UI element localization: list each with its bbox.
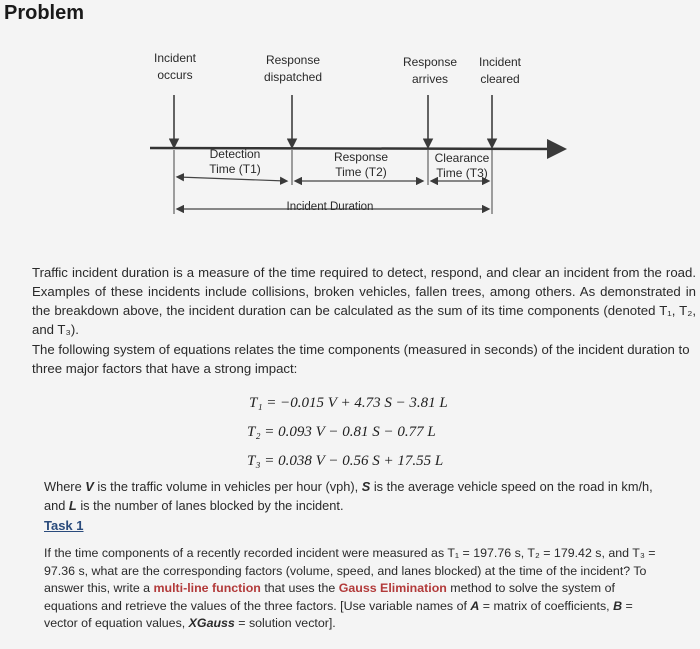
intro-paragraph [32, 263, 696, 339]
label-response-dispatched: Response dispatched [263, 53, 323, 84]
incident-timeline-diagram [0, 0, 700, 230]
label-response-time: Response Time (T2) [333, 150, 389, 179]
t1-span [178, 177, 286, 181]
page-title: Problem [4, 2, 85, 24]
intro-text-last: components (denoted T₁, T₂, and T₃). [32, 303, 696, 337]
equation-2: T₂ = 0.093 V − 0.81 S − 0.77 L [247, 424, 436, 440]
label-incident-cleared: Incident cleared [478, 55, 522, 86]
multi-line-function-highlight: multi-line function [153, 581, 261, 595]
label-incident-duration: Incident Duration [286, 201, 374, 213]
task-heading: Task 1 [44, 518, 84, 533]
variables-paragraph: Where V is the traffic volume in vehicles per hour (vph), S is the average vehicle speed on the road in km/h, and L is the number of lanes blocked by the incident. [44, 479, 653, 513]
equation-3: T₃ = 0.038 V − 0.56 S + 17.55 L [247, 453, 444, 469]
system-paragraph: The following system of equations relates the time components (measured in seconds) of the incident duration to three major factors that have a strong impact: [32, 342, 690, 376]
label-incident-occurs: Incident occurs [153, 51, 197, 82]
label-response-arrives: Response arrives [402, 55, 458, 86]
label-detection-time: Detection Time (T1) [209, 147, 261, 176]
task-paragraph: If the time components of a recently recorded incident were measured as T₁ = 197.76 s, T₂ = 179.42 s, and T₃ = 97.36 s, what are the corresponding factors (volume, speed, and lanes blocked) at the time of the incident? To answer this, write a multi-line function that uses the Gauss Elimination method to solve the system of equations and retrieve the values of the three factors. [Use variable names of A = matrix of coefficients, B = vector of equation values, XGauss = solution vector]. [44, 546, 656, 630]
equation-1: T₁ = −0.015 V + 4.73 S − 3.81 L [249, 395, 448, 411]
intro-text: Traffic incident duration is a measure of the time required to detect, respond, and clear an incident from the road. Examples of these incidents include collisions, broken vehicles, fallen trees, among others. As demonstrated in the breakdown above, the incident duration can be calculated as the sum of its time [32, 265, 696, 318]
gauss-elimination-highlight: Gauss Elimination [338, 581, 447, 595]
label-clearance-time: Clearance Time (T3) [434, 151, 490, 180]
